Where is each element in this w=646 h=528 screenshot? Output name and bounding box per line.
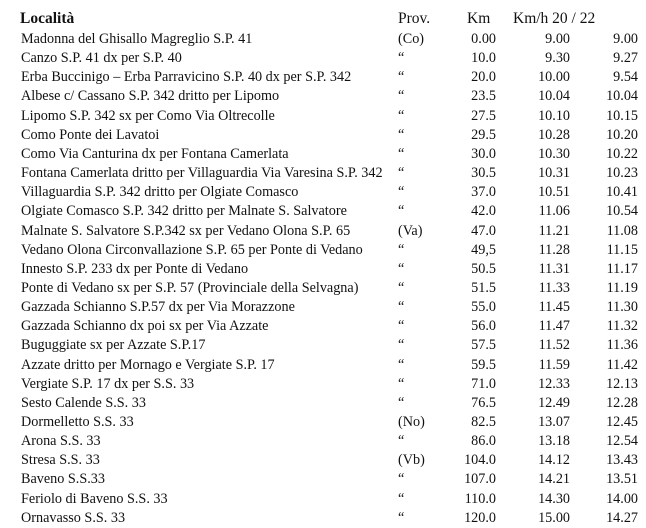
row-time-22: 12.54 [606,433,638,450]
row-time-22: 10.23 [606,165,638,181]
row-time-22: 11.15 [606,241,638,258]
row-km: 0.00 [471,31,496,47]
row-prov: “ [398,69,405,86]
row-prov: “ [398,184,405,201]
row-time-20: 14.12 [538,452,570,469]
row-localita: Erba Buccinigo – Erba Parravicino S.P. 40 dx per S.P. 342 [21,69,352,86]
row-km: 42.0 [471,203,496,220]
row-time-20: 9.30 [545,50,570,67]
table-row [0,67,646,87]
row-time-22: 10.15 [606,107,638,124]
table-row [0,431,646,451]
row-prov: “ [398,318,405,335]
table-row [0,412,646,432]
row-time-20: 11.45 [538,299,570,316]
row-time-22: 12.13 [606,375,638,392]
table-row [0,182,646,202]
row-prov: “ [398,145,405,162]
header-localita: Località [20,10,75,27]
row-time-20: 11.31 [538,260,570,277]
table-row [0,316,646,336]
row-time-20: 9.00 [545,31,570,47]
header-prov: Prov. [398,10,431,27]
row-localita: Gazzada Schianno S.P.57 dx per Via Morazzone [21,299,295,316]
header-speed: Km/h 20 / 22 [513,10,596,27]
row-time-22: 12.28 [606,394,638,411]
row-localita: Villaguardia S.P. 342 dritto per Olgiate Comasco [21,184,299,201]
row-time-20: 13.18 [538,433,570,450]
table-row [0,29,646,49]
row-time-20: 10.10 [538,107,570,124]
row-prov: (Co) [398,31,425,47]
row-localita: Feriolo di Baveno S.S. 33 [21,490,168,507]
row-prov: (No) [398,414,425,430]
table-row [0,278,646,298]
row-localita: Ponte di Vedano sx per S.P. 57 (Provinciale della Selvagna) [21,279,359,296]
row-localita: Lipomo S.P. 342 sx per Como Via Oltrecolle [21,107,275,124]
row-time-22: 11.17 [606,260,638,277]
table-row [0,374,646,394]
row-prov: “ [398,260,405,277]
row-time-20: 13.07 [538,414,570,430]
row-km: 120.0 [464,509,496,526]
row-prov: “ [398,126,405,143]
row-localita: Madonna del Ghisallo Magreglio S.P. 41 [21,31,253,47]
row-localita: Gazzada Schianno dx poi sx per Via Azzate [21,318,269,335]
row-localita: Innesto S.P. 233 dx per Ponte di Vedano [21,260,249,277]
row-prov: “ [398,241,405,258]
row-localita: Sesto Calende S.S. 33 [21,394,146,411]
row-km: 107.0 [464,471,496,488]
table-row [0,48,646,68]
row-localita: Malnate S. Salvatore S.P.342 sx per Vedano Olona S.P. 65 [21,222,351,239]
row-time-20: 11.21 [538,222,570,239]
row-time-20: 15.00 [538,509,570,526]
row-time-22: 10.04 [606,88,638,105]
table-row [0,450,646,470]
table-row [0,221,646,241]
table-header [0,9,646,29]
row-localita: Baveno S.S.33 [21,471,105,488]
row-prov: “ [398,375,405,392]
row-time-20: 11.28 [538,241,570,258]
row-prov: “ [398,356,405,373]
table-row [0,240,646,260]
row-km: 30.0 [471,145,496,162]
row-km: 55.0 [471,299,496,316]
row-time-20: 14.21 [538,471,570,488]
row-time-22: 14.00 [606,490,638,507]
row-km: 50.5 [471,260,496,277]
row-prov: “ [398,50,405,67]
row-localita: Como Via Canturina dx per Fontana Camerlata [21,145,289,162]
row-localita: Fontana Camerlata dritto per Villaguardia Via Varesina S.P. 342 [21,165,383,181]
row-localita: Canzo S.P. 41 dx per S.P. 40 [21,50,182,67]
row-prov: (Va) [398,222,423,239]
row-prov: “ [398,433,405,450]
row-time-22: 11.32 [606,318,638,335]
row-time-22: 10.20 [606,126,638,143]
row-localita: Vergiate S.P. 17 dx per S.S. 33 [21,375,195,392]
row-km: 47.0 [471,222,496,239]
row-time-22: 9.00 [613,31,638,47]
row-km: 110.0 [464,490,496,507]
row-km: 20.0 [471,69,496,86]
row-prov: “ [398,107,405,124]
row-km: 86.0 [471,433,496,450]
row-localita: Arona S.S. 33 [21,433,101,450]
row-km: 56.0 [471,318,496,335]
row-km: 82.5 [471,414,496,430]
row-km: 29.5 [471,126,496,143]
row-time-22: 10.41 [606,184,638,201]
row-km: 76.5 [471,394,496,411]
row-km: 49,5 [471,241,496,258]
row-time-20: 10.28 [538,126,570,143]
row-km: 27.5 [471,107,496,124]
row-time-20: 11.47 [538,318,570,335]
row-time-22: 10.22 [606,145,638,162]
row-km: 71.0 [471,375,496,392]
row-time-22: 9.54 [613,69,638,86]
table-row [0,297,646,317]
table-row [0,201,646,221]
row-prov: (Vb) [398,452,425,469]
row-time-20: 10.51 [538,184,570,201]
table-row [0,335,646,355]
row-km: 23.5 [471,88,496,105]
row-time-22: 9.27 [613,50,638,67]
row-time-22: 11.30 [606,299,638,316]
row-prov: “ [398,471,405,488]
row-time-20: 11.59 [538,356,570,373]
row-time-22: 11.36 [606,337,638,354]
row-time-20: 11.06 [538,203,570,220]
row-prov: “ [398,279,405,296]
row-localita: Stresa S.S. 33 [21,452,100,469]
row-time-20: 12.33 [538,375,570,392]
row-time-22: 13.51 [606,471,638,488]
row-prov: “ [398,165,405,181]
row-prov: “ [398,88,405,105]
table-row [0,489,646,509]
table-row [0,86,646,106]
row-time-20: 11.33 [538,279,570,296]
row-prov: “ [398,299,405,316]
table-row [0,393,646,413]
row-time-22: 11.42 [606,356,638,373]
row-time-22: 14.27 [606,509,638,526]
row-time-20: 10.31 [538,165,570,181]
row-localita: Ornavasso S.S. 33 [21,509,126,526]
row-time-20: 10.30 [538,145,570,162]
row-time-22: 11.08 [606,222,638,239]
table-row [0,163,646,183]
row-localita: Dormelletto S.S. 33 [21,414,134,430]
table-row [0,355,646,375]
row-localita: Azzate dritto per Mornago e Vergiate S.P. 17 [21,356,275,373]
row-time-22: 13.43 [606,452,638,469]
table-row [0,508,646,528]
table-row [0,259,646,279]
table-row [0,106,646,126]
row-localita: Albese c/ Cassano S.P. 342 dritto per Lipomo [21,88,280,105]
row-km: 104.0 [464,452,496,469]
row-km: 57.5 [471,337,496,354]
row-localita: Vedano Olona Circonvallazione S.P. 65 per Ponte di Vedano [21,241,363,258]
row-km: 51.5 [471,279,496,296]
row-time-20: 11.52 [538,337,570,354]
table-row [0,125,646,145]
row-prov: “ [398,394,405,411]
row-time-20: 10.04 [538,88,570,105]
table-row [0,469,646,489]
row-time-20: 14.30 [538,490,570,507]
row-time-22: 11.19 [606,279,638,296]
table-row [0,144,646,164]
row-prov: “ [398,490,405,507]
row-time-20: 12.49 [538,394,570,411]
header-km: Km [467,10,491,27]
row-localita: Olgiate Comasco S.P. 342 dritto per Malnate S. Salvatore [21,203,347,220]
row-prov: “ [398,337,405,354]
row-km: 10.0 [471,50,496,67]
row-prov: “ [398,509,405,526]
row-time-20: 10.00 [538,69,570,86]
row-km: 30.5 [471,165,496,181]
row-time-22: 12.45 [606,414,638,430]
row-prov: “ [398,203,405,220]
row-localita: Como Ponte dei Lavatoi [21,126,160,143]
row-km: 37.0 [471,184,496,201]
row-time-22: 10.54 [606,203,638,220]
row-km: 59.5 [471,356,496,373]
row-localita: Buguggiate sx per Azzate S.P.17 [21,337,206,354]
